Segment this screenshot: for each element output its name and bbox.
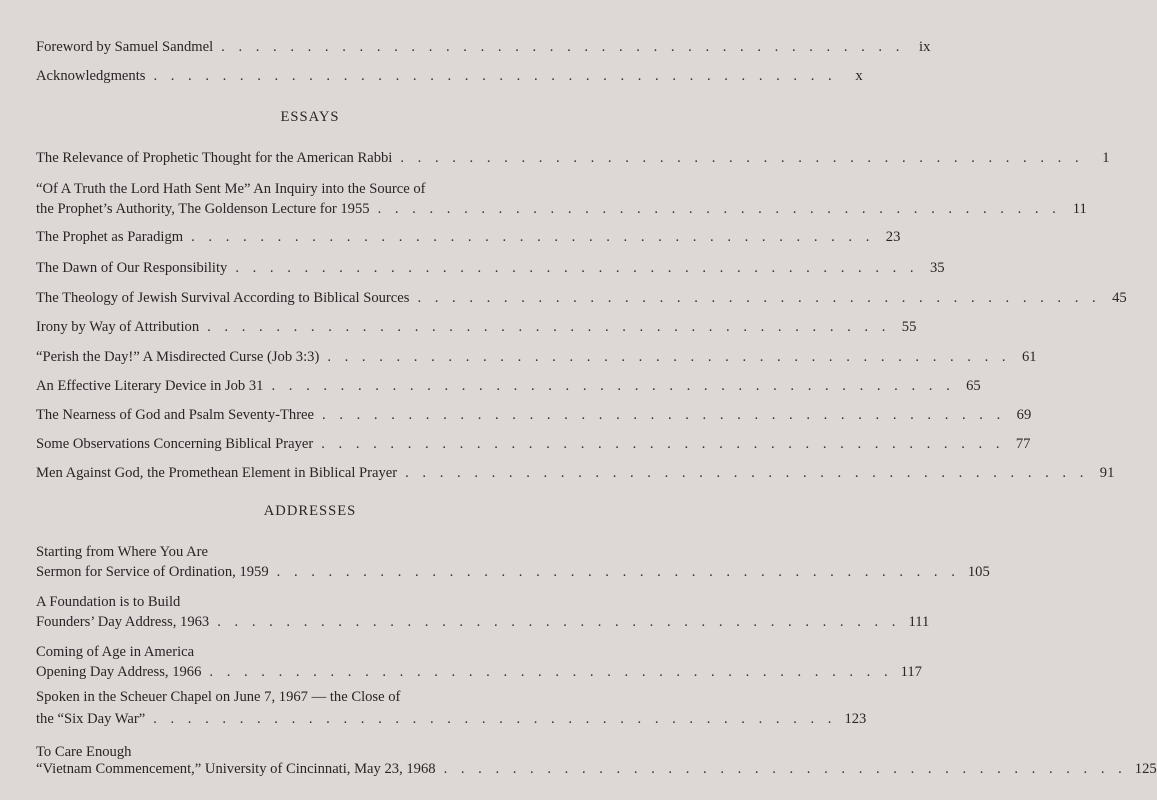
entry-page: 77 bbox=[1015, 436, 1031, 452]
entry-page: 117 bbox=[900, 664, 922, 680]
toc-entry-foreword[interactable] bbox=[36, 36, 931, 58]
toc-entry[interactable] bbox=[36, 346, 1037, 368]
toc-entry[interactable] bbox=[36, 758, 1157, 780]
dot-leader: . . . . . . . . . . . . . . . . . . . . . . . . . . . . . . . . . . . . . . . . bbox=[271, 378, 955, 394]
entry-title: Some Observations Concerning Biblical Prayer bbox=[36, 436, 314, 452]
entry-page: 125 bbox=[1134, 761, 1157, 777]
section-heading-addresses: ADDRESSES bbox=[263, 503, 357, 519]
entry-title: To Care Enough bbox=[36, 744, 132, 760]
entry-page: 11 bbox=[1072, 201, 1087, 217]
toc-entry-acknowledgments[interactable] bbox=[36, 65, 863, 87]
entry-page: 61 bbox=[1021, 349, 1037, 365]
toc-entry-line[interactable] bbox=[36, 591, 584, 613]
entry-page: 55 bbox=[901, 319, 917, 335]
toc-entry[interactable] bbox=[36, 561, 990, 583]
entry-title: “Of A Truth the Lord Hath Sent Me” An Inquiry into the Source of bbox=[36, 181, 426, 197]
entry-page: 111 bbox=[908, 614, 930, 630]
entry-title: The Theology of Jewish Survival According to Biblical Sources bbox=[36, 290, 410, 306]
entry-page: ix bbox=[919, 39, 931, 55]
dot-leader: . . . . . . . . . . . . . . . . . . . . . . . . . . . . . . . . . . . . . . . . bbox=[221, 39, 905, 55]
entry-title: Acknowledgments bbox=[36, 68, 146, 84]
entry-page: 65 bbox=[966, 378, 981, 394]
toc-entry-line[interactable] bbox=[36, 541, 584, 563]
toc-entry[interactable] bbox=[36, 198, 1087, 220]
entry-title: The Relevance of Prophetic Thought for the American Rabbi bbox=[36, 150, 393, 166]
entry-title: The Prophet as Paradigm bbox=[36, 229, 184, 245]
dot-leader: . . . . . . . . . . . . . . . . . . . . . . . . . . . . . . . . . . . . . . . . bbox=[153, 711, 837, 727]
dot-leader: . . . . . . . . . . . . . . . . . . . . . . . . . . . . . . . . . . . . . . . . bbox=[191, 229, 875, 245]
entry-title: An Effective Literary Device in Job 31 bbox=[36, 378, 264, 394]
entry-page: 35 bbox=[929, 260, 945, 276]
toc-entry[interactable] bbox=[36, 708, 867, 730]
entry-title: Foreword by Samuel Sandmel bbox=[36, 39, 214, 55]
toc-entry-line[interactable] bbox=[36, 178, 584, 200]
dot-leader: . . . . . . . . . . . . . . . . . . . . . . . . . . . . . . . . . . . . . . . . bbox=[153, 68, 837, 84]
entry-title: The Nearness of God and Psalm Seventy-Three bbox=[36, 407, 315, 423]
entry-title: Coming of Age in America bbox=[36, 644, 195, 660]
toc-entry[interactable] bbox=[36, 375, 981, 397]
dot-leader: . . . . . . . . . . . . . . . . . . . . . . . . . . . . . . . . . . . . . . . . bbox=[400, 150, 1084, 166]
toc-entry-line[interactable] bbox=[36, 686, 584, 708]
entry-page: 23 bbox=[885, 229, 901, 245]
dot-leader: . . . . . . . . . . . . . . . . . . . . . . . . . . . . . . . . . . . . . . . . bbox=[443, 761, 1127, 777]
entry-title: Irony by Way of Attribution bbox=[36, 319, 200, 335]
toc-entry[interactable] bbox=[36, 226, 901, 248]
dot-leader: . . . . . . . . . . . . . . . . . . . . . . . . . . . . . . . . . . . . . . . . bbox=[327, 349, 1011, 365]
entry-title: The Dawn of Our Responsibility bbox=[36, 260, 228, 276]
entry-title: Sermon for Service of Ordination, 1959 bbox=[36, 564, 269, 580]
entry-page: x bbox=[855, 68, 863, 84]
entry-page: 69 bbox=[1016, 407, 1032, 423]
entry-title: the Prophet’s Authority, The Goldenson Lecture for 1955 bbox=[36, 201, 370, 217]
dot-leader: . . . . . . . . . . . . . . . . . . . . . . . . . . . . . . . . . . . . . . . . bbox=[377, 201, 1061, 217]
entry-page: 1 bbox=[1102, 150, 1110, 166]
dot-leader: . . . . . . . . . . . . . . . . . . . . . . . . . . . . . . . . . . . . . . . . bbox=[405, 465, 1089, 481]
toc-entry[interactable] bbox=[36, 257, 945, 279]
entry-page: 105 bbox=[967, 564, 990, 580]
entry-title: “Perish the Day!” A Misdirected Curse (Job 3:3) bbox=[36, 349, 320, 365]
entry-title: Founders’ Day Address, 1963 bbox=[36, 614, 210, 630]
dot-leader: . . . . . . . . . . . . . . . . . . . . . . . . . . . . . . . . . . . . . . . . bbox=[417, 290, 1101, 306]
entry-title: the “Six Day War” bbox=[36, 711, 146, 727]
entry-page: 123 bbox=[844, 711, 867, 727]
toc-entry[interactable] bbox=[36, 661, 922, 683]
toc-entry[interactable] bbox=[36, 462, 1115, 484]
dot-leader: . . . . . . . . . . . . . . . . . . . . . . . . . . . . . . . . . . . . . . . . bbox=[209, 664, 893, 680]
toc-entry[interactable] bbox=[36, 611, 930, 633]
dot-leader: . . . . . . . . . . . . . . . . . . . . . . . . . . . . . . . . . . . . . . . . bbox=[217, 614, 901, 630]
toc-entry[interactable] bbox=[36, 433, 1031, 455]
dot-leader: . . . . . . . . . . . . . . . . . . . . . . . . . . . . . . . . . . . . . . . . bbox=[322, 407, 1006, 423]
entry-title: Opening Day Address, 1966 bbox=[36, 664, 202, 680]
dot-leader: . . . . . . . . . . . . . . . . . . . . . . . . . . . . . . . . . . . . . . . . bbox=[321, 436, 1005, 452]
entry-title: Men Against God, the Promethean Element in Biblical Prayer bbox=[36, 465, 398, 481]
entry-page: 45 bbox=[1112, 290, 1127, 306]
entry-page: 91 bbox=[1099, 465, 1115, 481]
toc-entry[interactable] bbox=[36, 287, 1127, 309]
section-heading-essays: ESSAYS bbox=[280, 109, 340, 125]
entry-title: Spoken in the Scheuer Chapel on June 7, 1967 — the Close of bbox=[36, 689, 401, 705]
dot-leader: . . . . . . . . . . . . . . . . . . . . . . . . . . . . . . . . . . . . . . . . bbox=[207, 319, 891, 335]
dot-leader: . . . . . . . . . . . . . . . . . . . . . . . . . . . . . . . . . . . . . . . . bbox=[276, 564, 960, 580]
toc-entry-line[interactable] bbox=[36, 641, 584, 663]
entry-title: “Vietnam Commencement,” University of Cincinnati, May 23, 1968 bbox=[36, 761, 436, 777]
entry-title: A Foundation is to Build bbox=[36, 594, 181, 610]
dot-leader: . . . . . . . . . . . . . . . . . . . . . . . . . . . . . . . . . . . . . . . . bbox=[235, 260, 919, 276]
toc-entry[interactable] bbox=[36, 404, 1032, 426]
toc-entry[interactable] bbox=[36, 147, 1110, 169]
entry-title: Starting from Where You Are bbox=[36, 544, 208, 560]
toc-entry[interactable] bbox=[36, 316, 917, 338]
